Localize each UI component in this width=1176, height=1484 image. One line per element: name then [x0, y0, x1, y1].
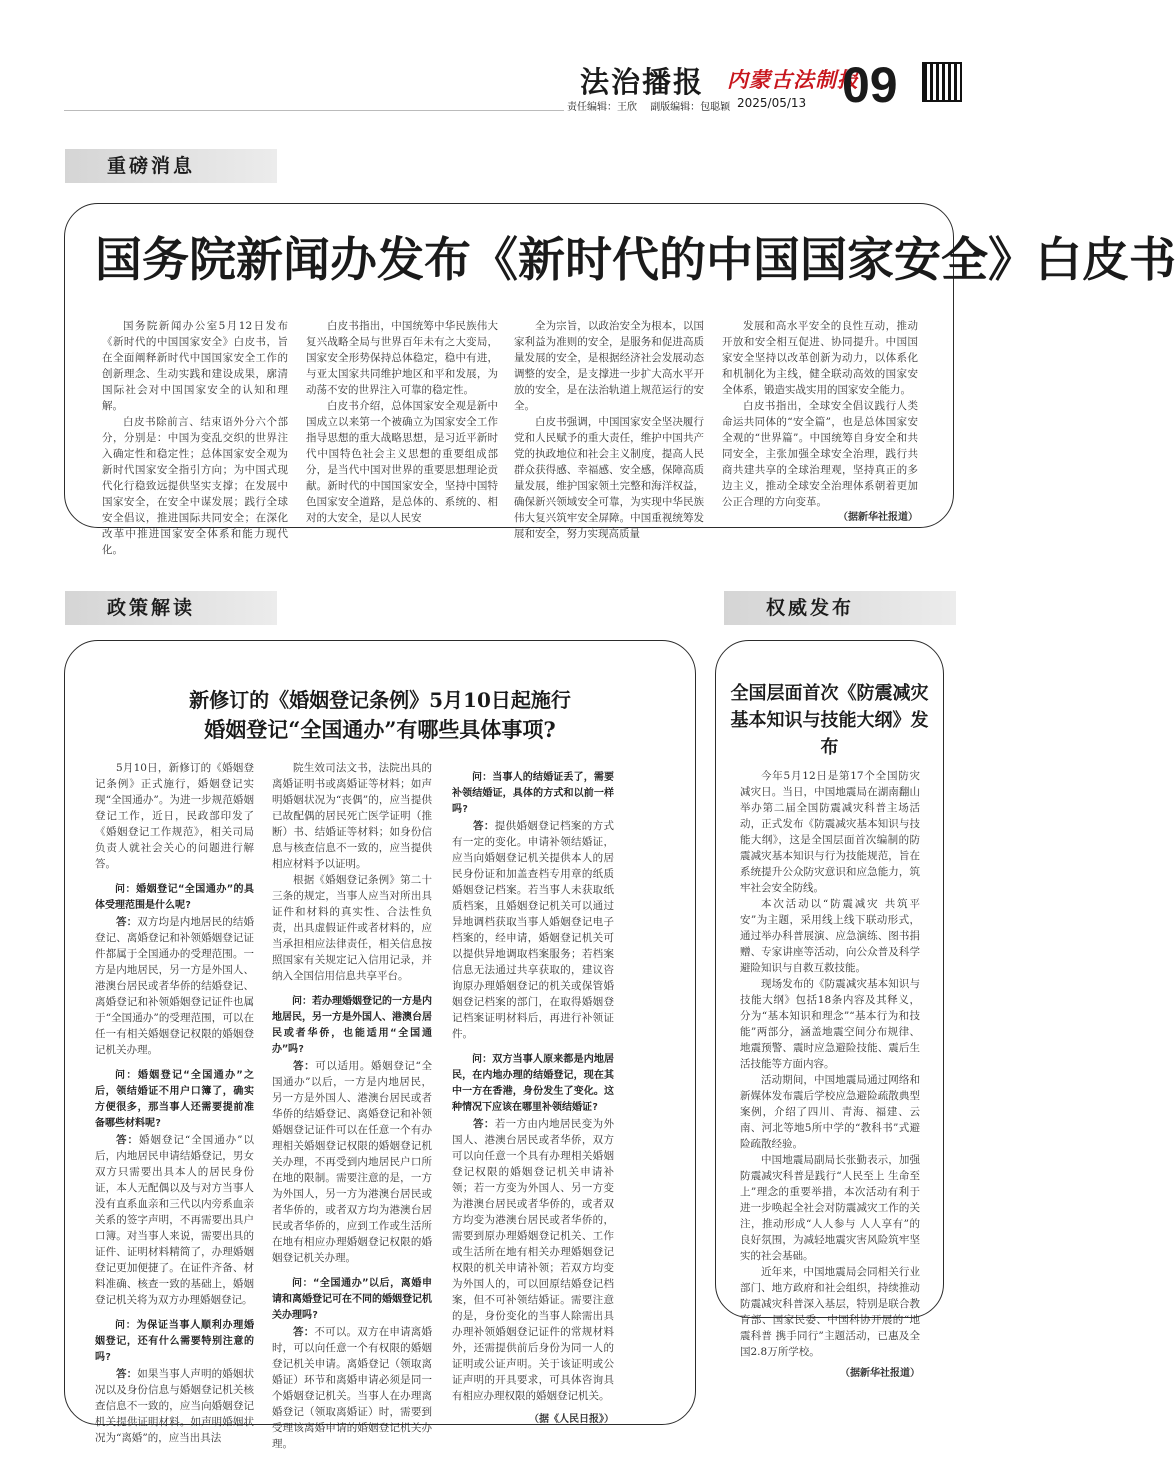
- answer-lead: 答：: [473, 820, 495, 832]
- question: 问：婚姻登记“全国通办”之后，领结婚证不用户口簿了，确实方便很多，那当事人还需要提前准备哪些材料呢?: [95, 1070, 254, 1129]
- main-col-2: [306, 318, 498, 526]
- paragraph: 根据《婚姻登记条例》第二十三条的规定，当事人应当对所出具证件和材料的真实性、合法性负责，出具虚假证件或者材料的，应当承担相应法律责任，相关信息按照国家有关规定记入信用记录，并纳入全国信用信息共享平台。: [272, 874, 432, 982]
- paragraph: 发展和高水平安全的良性互动，推动开放和安全相互促进、协同提升。中国国家安全坚持以改革创新为动力，以体系化和机制化为主线，健全联动高效的国家安全体系，锻造实战实用的国家安全能力。: [722, 320, 918, 396]
- main-col-1: [102, 318, 288, 558]
- policy-source: （据《人民日报》）: [529, 1414, 614, 1425]
- section-tab-release: 权威发布: [724, 591, 956, 625]
- paper-logo: 内蒙古法制报: [727, 67, 859, 92]
- answer: [272, 1058, 432, 1266]
- answer: [452, 818, 614, 1042]
- answer-lead: 答：: [116, 1368, 138, 1380]
- paragraph: 白皮书指出，全球安全倡议践行人类命运共同体的“安全篇”，也是总体国家安全观的“世界篇”。中国统筹自身安全和共同安全，主张加强全球安全治理，践行共商共建共享的全球治理观，坚持真正的多边主义，推动全球安全治理体系朝着更加公正合理的方向变革。: [722, 400, 918, 508]
- paragraph: 5月10日，新修订的《婚姻登记条例》正式施行，婚姻登记实现“全国通办”。为进一步规范婚姻登记工作，近日，民政部印发了《婚姻登记工作规范》，相关司局负责人就社会关心的问题进行解答。: [95, 762, 254, 870]
- release-body: [740, 768, 920, 1382]
- deputy-editor-label: 副版编辑：包聪颖: [650, 102, 731, 113]
- policy-headline-2: 婚姻登记“全国通办”有哪些具体事项?: [204, 717, 556, 742]
- answer-lead: 答：: [473, 1118, 495, 1130]
- answer-lead: 答：: [116, 1134, 139, 1146]
- paragraph: 活动期间，中国地震局通过网络和新媒体发布震后学校应急避险疏散典型案例，介绍了四川、青海、福建、云南、河北等地5所中学的“教科书”式避险疏散经验。: [740, 1074, 920, 1150]
- answer-text: 不可以。双方在申请离婚时，可以向任意一个有权限的婚姻登记机关申请。离婚登记（领取离婚证）环节和离婚申请必须是同一个婚姻登记机关。当事人在办理离婚登记（领取离婚证）时，需要到受理该离婚申请的婚姻登记机关办理。: [272, 1326, 433, 1450]
- main-col-3: [514, 318, 704, 542]
- publication-date: 2025/05/13: [737, 96, 807, 110]
- answer-lead: 答：: [293, 1060, 316, 1072]
- answer-text: 如果当事人声明的婚姻状况以及身份信息与婚姻登记机关核查信息不一致的，应当向婚姻登记机关提供证明材料。如声明婚姻状况为“离婚”的，应当出具法: [95, 1368, 254, 1444]
- answer-text: 婚姻登记“全国通办”以后，内地居民申请结婚登记，男女双方只需要出具本人的居民身份证，本人无配偶以及与对方当事人没有直系血亲和三代以内旁系血亲关系的签字声明，不再需要出具户口簿。对当事人来说，需要出具的证件、证明材料精简了，办理婚姻登记更加便捷了。在证件齐备、材料准确、核查一致的基础上，婚姻登记机关将为双方办理婚姻登记。: [95, 1134, 254, 1306]
- paragraph: 全为宗旨，以政治安全为根本，以国家利益为准则的安全，是服务和促进高质量发展的安全，是根据经济社会发展动态调整的安全，是支撑进一步扩大高水平开放的安全，是在法治轨道上规范运行的安全。: [514, 320, 704, 412]
- answer-text: 提供婚姻登记档案的方式有一定的变化。申请补领结婚证，应当向婚姻登记机关提供本人的居民身份证和加盖查档专用章的纸质婚姻登记档案。若当事人未获取纸质档案，且婚姻登记机关可以通过异地调档获取当事人婚姻登记电子档案的，经申请，婚姻登记机关可以提供异地调取档案服务；若档案信息无法通过共享获取的，建议咨询原办理婚姻登记的机关或保管婚姻登记档案的部门，在取得婚姻登记档案证明材料后，再进行补领证件。: [452, 820, 614, 1040]
- masthead-divider: [64, 110, 564, 111]
- section-tab-policy: 政策解读: [65, 591, 277, 625]
- answer: [95, 1132, 254, 1308]
- answer-lead: 答：: [293, 1326, 315, 1338]
- policy-col-1: [95, 760, 254, 1446]
- paragraph: 中国地震局副局长张勤表示，加强防震减灾科普是践行“人民至上 生命至上”理念的重要举措，本次活动有利于进一步唤起全社会对防震减灾工作的关注，推动形成“人人参与 人人享有”的良好氛围，为减轻地震灾害风险筑牢坚实的社会基础。: [740, 1154, 920, 1262]
- release-source: （据新华社报道）: [840, 1368, 920, 1379]
- answer-text: 可以适用。婚姻登记“全国通办”以后，一方是内地居民，另一方是外国人、港澳台居民或者华侨的结婚登记、离婚登记和补领婚姻登记证件可以在任意一个有办理相关婚姻登记权限的婚姻登记机关办理，不再受到内地居民户口所在地的限制。需要注意的是，一方为外国人，另一方为港澳台居民或者华侨的，或者双方均为港澳台居民或者华侨的，应到工作或生活所在地有相应办理婚姻登记权限的婚姻登记机关办理。: [272, 1060, 433, 1264]
- question: 问：为保证当事人顺利办理婚姻登记，还有什么需要特别注意的吗?: [95, 1320, 254, 1363]
- paragraph: 院生效司法文书，法院出具的离婚证明书或离婚证等材料；如声明婚姻状况为“丧偶”的，应当提供已故配偶的居民死亡医学证明（推断）书、结婚证等材料；如身份信息与核查信息不一致的，应当提供相应材料予以证明。: [272, 762, 432, 870]
- question: 问：“全国通办”以后，离婚申请和离婚登记可在不同的婚姻登记机关办理吗?: [272, 1278, 432, 1321]
- paragraph: 今年5月12日是第17个全国防灾减灾日。当日，中国地震局在湖南翻山举办第二届全国防震减灾科普主场活动，正式发布《防震减灾基本知识与技能大纲》，这是全国层面首次编制的防震减灾基本知识与行为技能规范，旨在系统提升公众防灾意识和应急能力，筑牢社会安全防线。: [740, 770, 920, 894]
- policy-headline-1: 新修订的《婚姻登记条例》5月10日起施行: [189, 688, 571, 712]
- paragraph: 国务院新闻办公室5月12日发布《新时代的中国国家安全》白皮书，旨在全面阐释新时代中国国家安全工作的创新理念、生动实践和建设成果，廓清国际社会对中国国家安全的认知和理解。: [102, 320, 288, 412]
- paragraph: 白皮书除前言、结束语外分六个部分，分别是：中国为变乱交织的世界注入确定性和稳定性；总体国家安全观为新时代国家安全指引方向；为中国式现代化行稳致远提供坚实支撑；在发展中国家安全，在安全中谋发展；践行全球安全倡议，推进国际共同安全；在深化改革中推进国家安全体系和能力现代化。: [102, 416, 288, 556]
- paragraph: 白皮书介绍，总体国家安全观是新中国成立以来第一个被确立为国家安全工作指导思想的重大战略思想，是习近平新时代中国特色社会主义思想的重要组成部分，是当代中国对世界的重要思想理论贡献。新时代的中国国家安全，坚持中国特色国家安全道路，是总体的、系统的、相对的大安全，是以人民安: [306, 400, 498, 524]
- editor-credits: [567, 98, 740, 113]
- page-number: 09: [842, 57, 898, 113]
- policy-col-2: [272, 760, 432, 1452]
- answer: [95, 1366, 254, 1446]
- question: 问：若办理婚姻登记的一方是内地居民，另一方是外国人、港澳台居民或者华侨，也能适用“全国通办”吗?: [272, 996, 432, 1055]
- answer-lead: 答：: [116, 916, 138, 928]
- release-paragraphs: [740, 768, 920, 1360]
- paragraph: 现场发布的《防震减灾基本知识与技能大纲》包括18条内容及其释义，分为“基本知识和理念”“基本行为和技能”两部分，涵盖地震空间分布规律、地震预警、震时应急避险技能、震后生活技能等方面内容。: [740, 978, 920, 1070]
- answer: [95, 914, 254, 1058]
- section-name: 法治播报: [580, 65, 705, 99]
- question: 问：当事人的结婚证丢了，需要补领结婚证，具体的方式和以前一样吗?: [452, 772, 614, 815]
- section-tab-news: 重磅消息: [65, 149, 277, 183]
- policy-col-3: [452, 760, 614, 1428]
- main-headline: 国务院新闻办发布《新时代的中国国家安全》白皮书: [95, 233, 1176, 288]
- paragraph: 白皮书强调，中国国家安全坚决履行党和人民赋予的重大责任，维护中国共产党的执政地位和社会主义制度，提高人民群众获得感、幸福感、安全感，保障高质量发展，维护国家领土完整和海洋权益，确保新兴领域安全可靠，为实现中华民族伟大复兴筑牢安全屏障。中国重视统筹发展和安全，努力实现高质量: [514, 416, 704, 540]
- paragraph: 本次活动以“防震减灾 共筑平安”为主题，采用线上线下联动形式，通过举办科普展演、应急演练、图书捐赠、专家讲座等活动，向公众普及科学避险知识与自救互救技能。: [740, 898, 920, 974]
- main-source: （据新华社报道）: [838, 512, 918, 523]
- answer: [452, 1116, 614, 1404]
- answer-text: 双方均是内地居民的结婚登记、离婚登记和补领婚姻登记证件都属于全国通办的受理范围。一方是内地居民，另一方是外国人、港澳台居民或者华侨的结婚登记、离婚登记和补领婚姻登记证件也属于“全国通办”的受理范围，可以在任一有相关婚姻登记权限的婚姻登记机关办理。: [95, 916, 254, 1056]
- question: 问：婚姻登记“全国通办”的具体受理范围是什么呢?: [95, 884, 254, 911]
- qr-code-icon: [922, 62, 962, 102]
- question: 问：双方当事人原来都是内地居民，在内地办理的结婚登记，现在其中一方在香港，身份发生了变化。这种情况下应该在哪里补领结婚证?: [452, 1054, 614, 1113]
- answer: [272, 1324, 432, 1452]
- answer-text: 若一方由内地居民变为外国人、港澳台居民或者华侨，双方可以向任意一个具有办理相关婚姻登记权限的婚姻登记机关申请补领；若一方变为外国人、另一方变为港澳台居民或者华侨的，或者双方均变为港澳台居民或者华侨的，需要到原办理婚姻登记机关、工作或生活所在地有相关办理婚姻登记权限的机关申请补领；若双方均变为外国人的，可以回原结婚登记档案，但不可补领结婚证。需要注意的是，身份变化的当事人除需出具办理补领婚姻登记证件的常规材料外，还需提供前后身份为同一人的证明或公证声明。关于该证明或公证声明的开具要求，可具体咨询具有相应办理权限的婚姻登记机关。: [452, 1118, 614, 1402]
- main-col-4-body: [722, 318, 918, 510]
- paragraph: 近年来，中国地震局会同相关行业部门、地方政府和社会组织，持续推动防震减灾科普深入基层，特别是联合教育部、国家民委、中国科协开展的“地震科普 携手同行”主题活动，已惠及全国2.8万所学校。: [740, 1266, 920, 1358]
- main-col-4: [722, 318, 918, 526]
- editor-label: 责任编辑：王欣: [567, 102, 637, 113]
- paragraph: 白皮书指出，中国统筹中华民族伟大复兴战略全局与世界百年未有之大变局，国家安全形势保持总体稳定，稳中有进，与亚太国家共同维护地区和平和发展，为动荡不安的世界注入可靠的稳定性。: [306, 320, 498, 396]
- release-headline: 全国层面首次《防震减灾基本知识与技能大纲》发布: [730, 683, 929, 758]
